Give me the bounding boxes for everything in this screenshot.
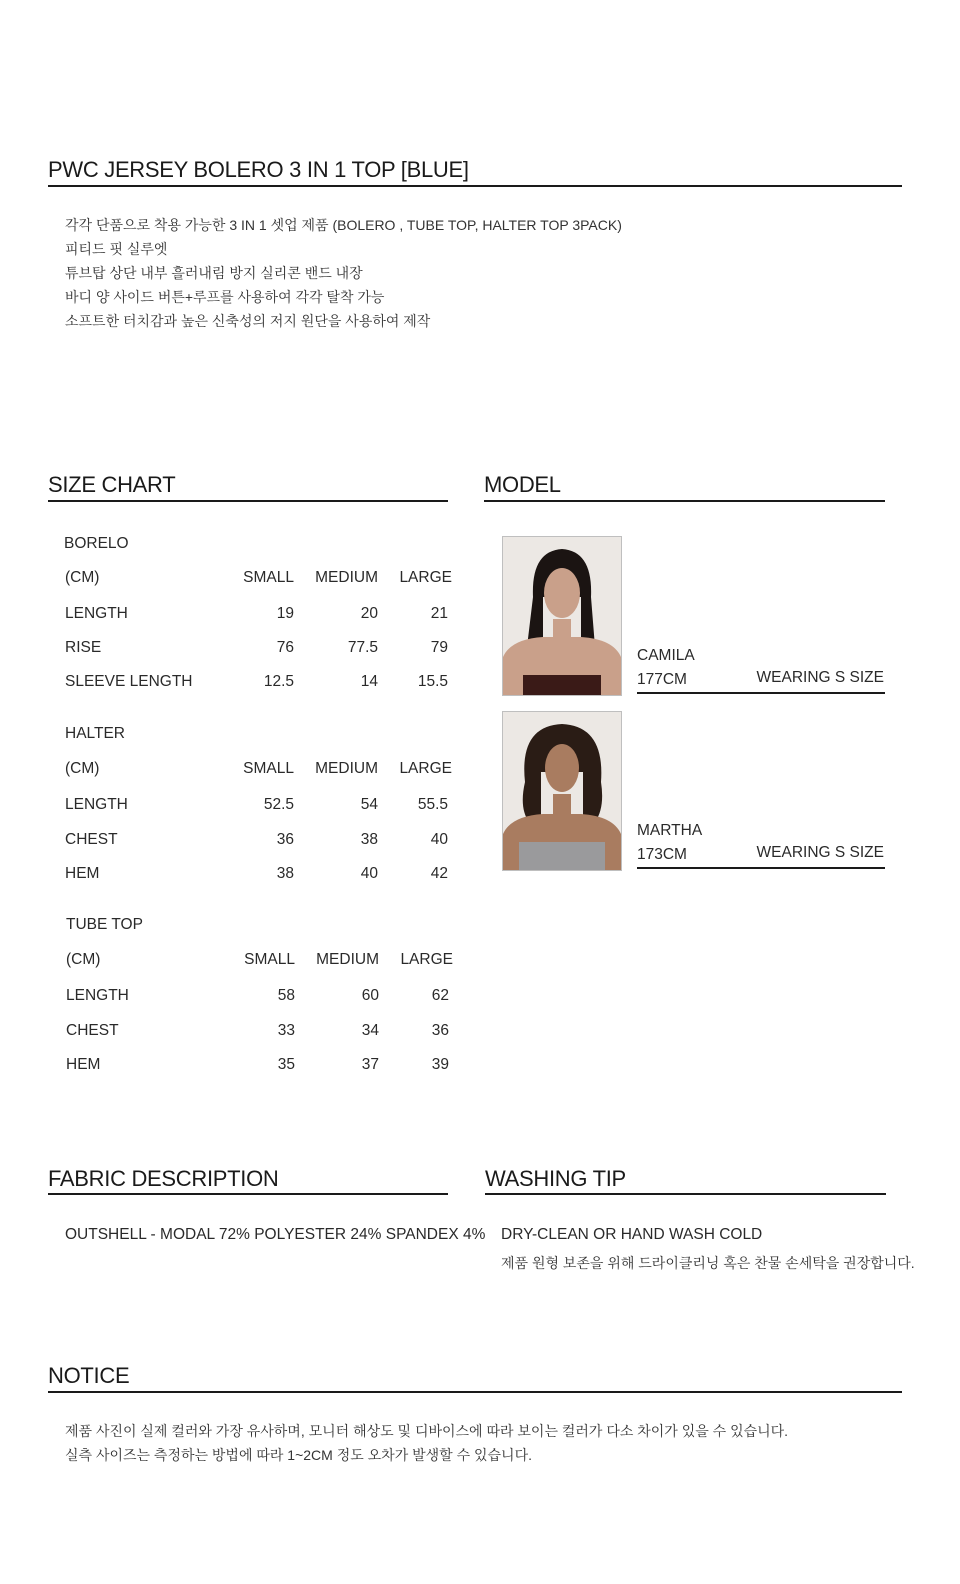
notice-title: NOTICE — [48, 1363, 130, 1388]
model-name: CAMILA — [637, 647, 695, 664]
size-header-row — [48, 951, 453, 971]
size-row — [48, 987, 448, 1007]
model-photo-camila — [502, 536, 622, 696]
notice-text — [65, 1419, 925, 1467]
description-line: 튜브탑 상단 내부 흘러내림 방지 실리콘 밴드 내장 — [65, 265, 363, 281]
measure-label: HEM — [66, 1056, 101, 1073]
value-small: 36 — [276, 831, 294, 848]
value-medium: 60 — [361, 987, 379, 1004]
washing-title: WASHING TIP — [485, 1166, 626, 1191]
value-small: 52.5 — [263, 796, 294, 813]
value-small: 58 — [277, 987, 295, 1004]
measure-label: SLEEVE LENGTH — [65, 673, 193, 690]
model-name: MARTHA — [637, 822, 703, 839]
product-title: PWC JERSEY BOLERO 3 IN 1 TOP [BLUE] — [48, 157, 469, 182]
size-header-row — [48, 569, 452, 589]
value-large: 15.5 — [417, 673, 448, 690]
size-row — [48, 1056, 448, 1076]
size-row — [48, 1022, 448, 1042]
model-neck — [553, 794, 571, 816]
description-line: 바디 양 사이드 버튼+루프를 사용하여 각각 탈착 가능 — [65, 289, 385, 305]
value-medium: 34 — [361, 1022, 379, 1039]
model-divider-martha — [637, 867, 885, 869]
model-face — [544, 568, 580, 618]
size-row — [48, 796, 448, 816]
col-small: SMALL — [243, 760, 294, 777]
description-line: 각각 단품으로 착용 가능한 3 IN 1 셋업 제품 (BOLERO , TUBE TOP, HALTER TOP 3PACK) — [65, 217, 622, 233]
measure-label: LENGTH — [65, 796, 128, 813]
size-row — [48, 639, 448, 659]
unit-label: (CM) — [66, 951, 101, 968]
value-small: 12.5 — [263, 673, 294, 690]
col-medium: MEDIUM — [315, 760, 378, 777]
notice-line: 실측 사이즈는 측정하는 방법에 따라 1~2CM 정도 오차가 발생할 수 있습니다. — [65, 1447, 532, 1463]
model-divider — [484, 500, 885, 502]
size-row — [48, 673, 448, 693]
measure-label: CHEST — [66, 1022, 119, 1039]
value-medium: 37 — [361, 1056, 379, 1073]
fabric-description: OUTSHELL - MODAL 72% POLYESTER 24% SPANDEX 4% — [65, 1226, 486, 1243]
washing-instruction: DRY-CLEAN OR HAND WASH COLD — [501, 1226, 763, 1243]
value-medium: 54 — [360, 796, 378, 813]
size-group-name: BORELO — [64, 535, 129, 552]
description-line: 피티드 핏 실루엣 — [65, 241, 168, 257]
value-large: 42 — [430, 865, 448, 882]
value-large: 55.5 — [417, 796, 448, 813]
size-group-name: HALTER — [65, 725, 126, 742]
measure-label: RISE — [65, 639, 102, 656]
washing-divider — [485, 1193, 886, 1195]
fabric-title: FABRIC DESCRIPTION — [48, 1166, 279, 1191]
value-small: 33 — [277, 1022, 295, 1039]
measure-label: HEM — [65, 865, 100, 882]
value-large: 36 — [431, 1022, 449, 1039]
col-medium: MEDIUM — [316, 951, 379, 968]
unit-label: (CM) — [65, 760, 100, 777]
value-small: 38 — [276, 865, 294, 882]
size-header-row — [48, 760, 452, 780]
value-large: 39 — [431, 1056, 449, 1073]
model-photo-martha — [502, 711, 622, 871]
model-top — [519, 842, 605, 870]
col-medium: MEDIUM — [315, 569, 378, 586]
value-medium: 40 — [360, 865, 378, 882]
notice-line: 제품 사진이 실제 컬러와 가장 유사하며, 모니터 해상도 및 디바이스에 따라 보이는 컬러가 다소 차이가 있을 수 있습니다. — [65, 1423, 789, 1439]
value-small: 19 — [276, 605, 294, 622]
model-top — [523, 675, 601, 695]
col-large: LARGE — [399, 569, 452, 586]
model-wearing-size: WEARING S SIZE — [756, 669, 884, 686]
col-small: SMALL — [244, 951, 295, 968]
size-row — [48, 605, 448, 625]
model-height: 173CM — [637, 846, 687, 863]
description-line: 소프트한 터치감과 높은 신축성의 저지 원단을 사용하여 제작 — [65, 313, 431, 329]
value-small: 35 — [277, 1056, 295, 1073]
unit-label: (CM) — [65, 569, 100, 586]
value-large: 79 — [430, 639, 448, 656]
size-chart-title: SIZE CHART — [48, 472, 176, 497]
model-height: 177CM — [637, 671, 687, 688]
value-small: 76 — [276, 639, 294, 656]
size-row — [48, 865, 448, 885]
value-medium: 20 — [360, 605, 378, 622]
value-medium: 77.5 — [347, 639, 378, 656]
value-large: 62 — [431, 987, 449, 1004]
col-large: LARGE — [400, 951, 453, 968]
model-portrait-image — [503, 537, 621, 695]
size-group-name: TUBE TOP — [66, 916, 143, 933]
value-large: 40 — [430, 831, 448, 848]
size-row — [48, 831, 448, 851]
model-face — [545, 744, 579, 792]
model-portrait-image — [503, 712, 621, 870]
value-medium: 38 — [360, 831, 378, 848]
notice-divider — [48, 1391, 902, 1393]
washing-note: 제품 원형 보존을 위해 드라이클리닝 혹은 찬물 손세탁을 권장합니다. — [501, 1255, 915, 1271]
size-chart-table — [48, 0, 458, 1100]
model-divider-camila — [637, 692, 885, 694]
value-large: 21 — [430, 605, 448, 622]
value-medium: 14 — [360, 673, 378, 690]
col-small: SMALL — [243, 569, 294, 586]
measure-label: CHEST — [65, 831, 118, 848]
fabric-divider — [48, 1193, 448, 1195]
measure-label: LENGTH — [66, 987, 129, 1004]
model-title: MODEL — [484, 472, 561, 497]
measure-label: LENGTH — [65, 605, 128, 622]
model-wearing-size: WEARING S SIZE — [756, 844, 884, 861]
col-large: LARGE — [399, 760, 452, 777]
